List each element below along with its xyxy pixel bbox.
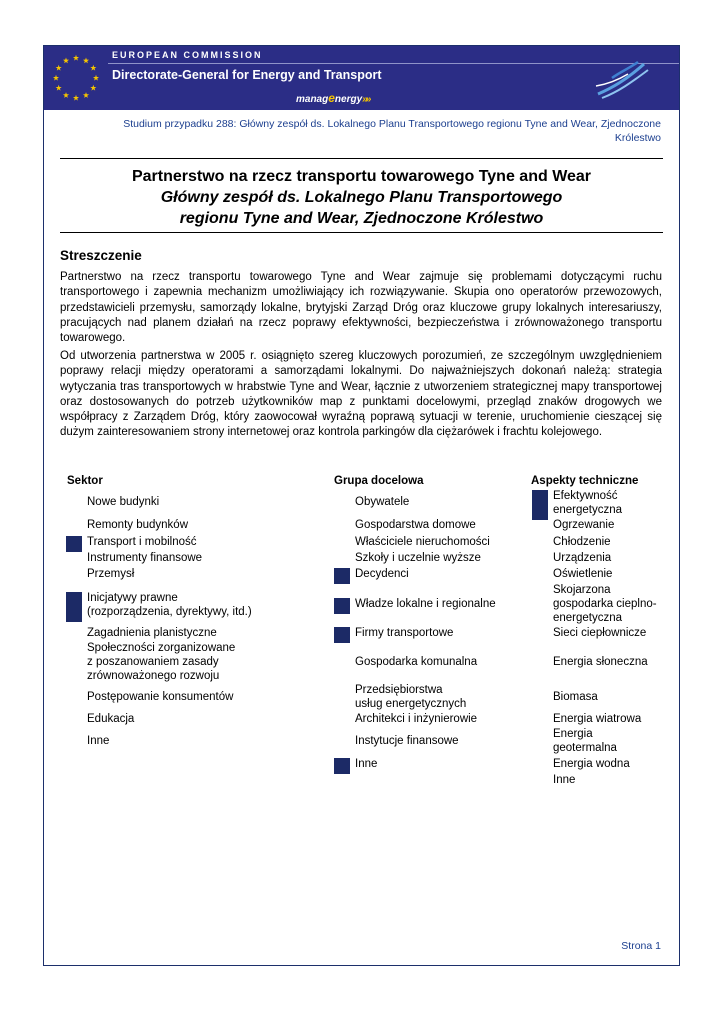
title-line-2: Główny zespół ds. Lokalnego Planu Transportowego — [160, 189, 563, 206]
grupa-item: Obywatele — [355, 496, 410, 508]
grupa-selected-marker — [334, 568, 350, 584]
grupa-item: Gospodarka komunalna — [355, 656, 478, 668]
abstract-paragraph-1: Partnerstwo na rzecz transportu towarowego Tyne and Wear zajmuje się problemami dotyczącymi ruchu transportowego i zapewnia mechanizm umożliwiający ich rozwiązywanie. Skupia ono operatorów przewozowych, przedstawicieli przemysłu, samorządy lokalne, brytyjski Zarząd Dróg oraz kluczowe grupy lokalnych interesariuszy, pracujących nad planem działań na rzecz poprawy efektywności, bezpieczeństwa i zrównoważonego transportu towarowego. — [60, 271, 662, 345]
aspekty-item: Ogrzewanie — [553, 519, 615, 531]
eu-star-icon — [93, 75, 99, 81]
eu-star-icon — [63, 92, 69, 98]
abstract-heading: Streszczenie — [60, 248, 142, 263]
aspekty-item: Sieci ciepłownicze — [553, 627, 647, 639]
grupa-item: Architekci i inżynierowie — [355, 713, 478, 725]
aspekty-item: Chłodzenie — [553, 536, 611, 548]
eu-star-icon — [83, 92, 89, 98]
eu-star-icon — [63, 57, 69, 63]
sektor-header: Sektor — [67, 475, 103, 487]
commission-label: EUROPEAN COMMISSION — [112, 50, 263, 60]
grupa-item: Gospodarstwa domowe — [355, 519, 476, 531]
eu-star-icon — [73, 55, 79, 61]
eu-stars-icon — [50, 52, 102, 104]
title-line-3: regionu Tyne and Wear, Zjednoczone Królestwo — [179, 210, 544, 227]
sektor-item: Edukacja — [87, 713, 135, 725]
title-line-1: Partnerstwo na rzecz transportu towarowego Tyne and Wear — [131, 168, 592, 185]
aspekty-header: Aspekty techniczne — [531, 475, 639, 487]
grupa-header: Grupa docelowa — [334, 475, 424, 487]
title-bottom-rule — [60, 232, 663, 233]
eu-star-icon — [56, 85, 62, 91]
grupa-item: Inne — [355, 758, 378, 770]
logo-arrows: »» — [362, 94, 370, 105]
aspekty-item: Energia wiatrowa — [553, 713, 642, 725]
eu-star-icon — [53, 75, 59, 81]
sektor-item: Instrumenty finansowe — [87, 552, 203, 564]
grupa-item: Szkoły i uczelnie wyższe — [355, 552, 481, 564]
sektor-item: Przemysł — [87, 568, 135, 580]
sektor-item: Transport i mobilność — [87, 536, 197, 548]
dg-title: Directorate-General for Energy and Transport — [112, 68, 382, 82]
grupa-selected-marker — [334, 758, 350, 774]
aspekty-item: Energia słoneczna — [553, 656, 648, 668]
manage-energy-logo — [296, 91, 369, 105]
logo-suffix: nergy — [334, 94, 363, 105]
eu-star-icon — [83, 57, 89, 63]
eu-star-icon — [90, 65, 96, 71]
sektor-item: Społeczności zorganizowane z poszanowaniem zasady zrównoważonego rozwoju — [87, 642, 236, 682]
aspekty-item: Skojarzona gospodarka cieplno- energetyczna — [553, 584, 657, 624]
grupa-item: Przedsiębiorstwa usług energetycznych — [355, 684, 467, 710]
dg-energy-swoosh-icon — [592, 58, 654, 102]
case-ref-line-2: Królestwo — [614, 132, 661, 144]
sektor-item: Inicjatywy prawne (rozporządzenia, dyrektywy, itd.) — [87, 592, 252, 618]
commission-banner — [44, 46, 679, 110]
aspekty-item: Energia wodna — [553, 758, 630, 770]
eu-star-icon — [56, 65, 62, 71]
aspekty-selected-marker — [532, 490, 548, 520]
eu-star-icon — [73, 95, 79, 101]
case-study-reference — [80, 117, 661, 145]
page-number: Strona 1 — [621, 940, 661, 952]
aspekty-item: Oświetlenie — [553, 568, 613, 580]
sektor-item: Inne — [87, 735, 110, 747]
sektor-item: Remonty budynków — [87, 519, 188, 531]
grupa-item: Właściciele nieruchomości — [355, 536, 490, 548]
aspekty-item: Urządzenia — [553, 552, 612, 564]
sektor-item: Nowe budynki — [87, 496, 160, 508]
aspekty-item: Energia geotermalna — [553, 728, 617, 754]
grupa-item: Firmy transportowe — [355, 627, 454, 639]
sektor-selected-marker — [66, 536, 82, 552]
aspekty-item: Efektywność energetyczna — [553, 490, 623, 516]
sektor-item: Postępowanie konsumentów — [87, 691, 234, 703]
case-ref-line-1: Studium przypadku 288: Główny zespół ds. Lokalnego Planu Transportowego regionu Tyne and Wear, Zjednoczone — [123, 118, 661, 130]
document-title — [60, 166, 663, 229]
eu-star-icon — [90, 85, 96, 91]
aspekty-item: Biomasa — [553, 691, 598, 703]
logo-prefix: manag — [296, 94, 329, 105]
grupa-item: Instytucje finansowe — [355, 735, 459, 747]
aspekty-item: Inne — [553, 774, 576, 786]
logo-e: e — [328, 91, 335, 105]
grupa-selected-marker — [334, 598, 350, 614]
grupa-item: Decydenci — [355, 568, 409, 580]
grupa-selected-marker — [334, 627, 350, 643]
abstract-paragraph-2: Od utworzenia partnerstwa w 2005 r. osiągnięto szereg kluczowych porozumień, ze szczególnym uwzględnieniem poprawy relacji między operatorami a samorządami lokalnymi. Do najważniejszych dokonań należą: strategia wytyczania tras transportowych w hrabstwie Tyne and Wear, łącznie z utworzeniem strategicznej mapy transportowej oraz dostosowanych do potrzeb użytkowników map z punktami docelowymi, przegląd znaków drogowych we współpracy z Zarządem Dróg, który zaowocował wyraźną poprawą sytuacji w terenie, uruchomienie cieszącej się dużym zainteresowaniem strony internetowej oraz kontrola parkingów dla ciężarówek i frachtu kolejowego. — [60, 350, 662, 439]
grupa-item: Władze lokalne i regionalne — [355, 598, 496, 610]
title-top-rule — [60, 158, 663, 159]
sektor-selected-marker — [66, 592, 82, 622]
sektor-item: Zagadnienia planistyczne — [87, 627, 217, 639]
